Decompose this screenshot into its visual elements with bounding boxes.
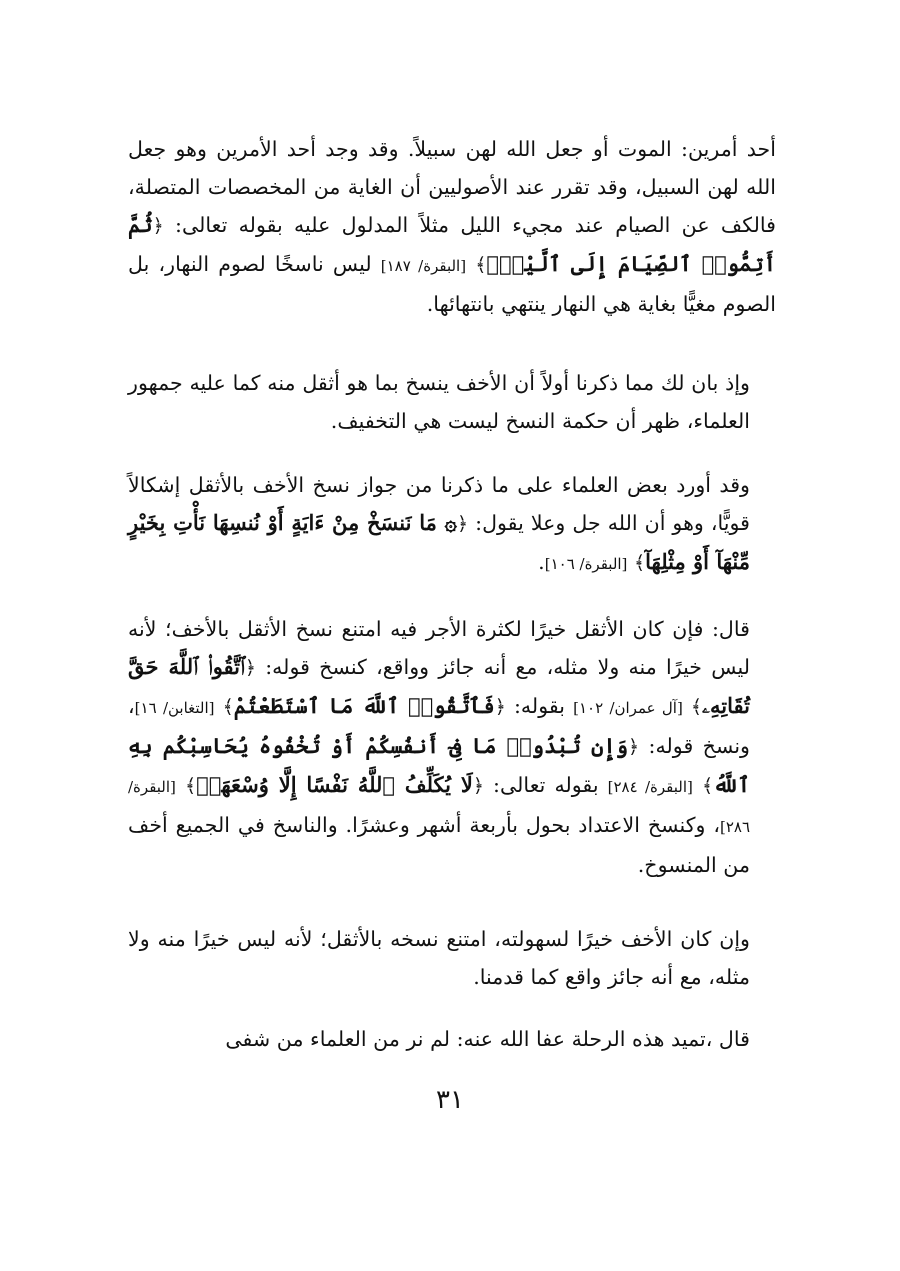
paragraph-4-text-2: بقوله: [513, 694, 565, 718]
quran-verse: ٱتَّقُوا۟ ٱللَّهَ حَقَّ تُقَاتِهِۦ [128, 654, 750, 718]
quran-verse: ۞ مَا نَنسَخْ مِنْ ءَايَةٍ أَوْ نُنسِهَا نَأْتِ بِخَيْرٍ مِّنْهَآ أَوْ مِثْلِهَآ [128, 510, 750, 574]
paragraph-3 [128, 466, 776, 583]
verse-reference: [البقرة/ ٢٨٦] [128, 778, 750, 836]
paragraph-6 [128, 1020, 776, 1058]
quran-bracket-open: ﴿ [494, 696, 506, 718]
quran-verse: لَا يُكَلِّفُ ٱللَّهُ نَفْسًا إِلَّا وُسْعَهَاۚ [196, 772, 473, 797]
verse-reference: [التغابن/ ١٦] [134, 699, 215, 717]
quran-verse: فَٱتَّقُوا۟ ٱللَّهَ مَا ٱسْتَطَعْتُمْ [233, 693, 495, 718]
quran-bracket-close: ﴾ [633, 552, 646, 574]
paragraph-3-text-1: وقد أورد بعض العلماء على ما ذكرنا من جواز نسخ الأخف بالأثقل إشكالاً قويًّا، وهو أن الله جل وعلا يقول: [128, 473, 751, 535]
quran-bracket-close: ﴾ [701, 775, 714, 797]
paragraph-4-text-4: بقوله تعالى: [493, 773, 599, 797]
paragraph-6-text: قال ،تميد هذه الرحلة عفا الله عنه: لم نر من العلماء من شفى [225, 1027, 750, 1051]
verse-reference: [البقرة/ ١٨٧] [380, 257, 467, 275]
paragraph-1-text-1: أحد أمرين: الموت أو جعل الله لهن سبيلاً. وقد وجد أحد الأمرين وهو جعل الله لهن السبيل، وقد تقرر عند الأصوليين أن الغاية من المخصصات المتصلة، فالكف عن الصيام عند مجيء الليل مثلاً المدلول عليه بقوله تعالى: [128, 137, 776, 237]
verse-reference: [البقرة/ ٢٨٤] [607, 778, 693, 796]
paragraph-5-text: وإن كان الأخف خيرًا لسهولته، امتنع نسخه بالأثقل؛ لأنه ليس خيرًا منه ولا مثله، مع أنه جائز واقع كما قدمنا. [128, 927, 750, 989]
verse-reference: [البقرة/ ١٠٦] [544, 555, 628, 573]
quran-bracket-close: ﴾ [184, 775, 197, 797]
paragraph-4-text-5: ، وكنسخ الاعتداد بحول بأربعة أشهر وعشرًا. والناسخ في الجميع أخف من المنسوخ. [128, 813, 750, 877]
paragraph-4 [128, 610, 776, 884]
quran-bracket-open: ﴿ [456, 513, 469, 535]
paragraph-1 [128, 130, 776, 323]
page-body [128, 128, 776, 1188]
paragraph-4-text-3: ، ونسخ قوله: [128, 694, 750, 758]
quran-bracket-open: ﴿ [152, 215, 164, 237]
paragraph-5 [128, 920, 776, 996]
quran-verse: ثُمَّ أَتِمُّوا۟ ٱلصِّيَامَ إِلَى ٱلَّيْلِۚ [128, 212, 777, 276]
page-number: ٣١ [436, 1085, 464, 1115]
quran-bracket-close: ﴾ [222, 696, 234, 718]
verse-reference: [آل عمران/ ١٠٢] [573, 699, 683, 717]
paragraph-1-text-2: ليس ناسخًا لصوم النهار، بل الصوم مغيًّا بغاية هي النهار ينتهي بانتهائها. [128, 252, 776, 316]
quran-bracket-close: ﴾ [690, 696, 703, 718]
quran-bracket-open: ﴿ [628, 736, 640, 758]
quran-bracket-open: ﴿ [244, 657, 256, 679]
paragraph-3-text-2: . [538, 550, 545, 574]
quran-verse: وَإِن تُبْدُوا۟ مَا فِىٓ أَنفُسِكُمْ أَوْ تُخْفُوهُ يُحَاسِبْكُم بِهِ ٱللَّهُ [128, 733, 750, 797]
paragraph-2-text: وإذ بان لك مما ذكرنا أولاً أن الأخف ينسخ بما هو أثقل منه كما عليه جمهور العلماء، ظهر أن حكمة النسخ ليست هي التخفيف. [128, 371, 750, 433]
quran-bracket-open: ﴿ [472, 775, 484, 797]
paragraph-2 [128, 364, 776, 440]
paragraph-4-text-1: قال: فإن كان الأثقل خيرًا لكثرة الأجر فيه امتنع نسخ الأثقل بالأخف؛ لأنه ليس خيرًا منه ولا مثله، مع أنه جائز وواقع، كنسخ قوله: [128, 617, 750, 679]
quran-bracket-close: ﴾ [475, 254, 487, 276]
